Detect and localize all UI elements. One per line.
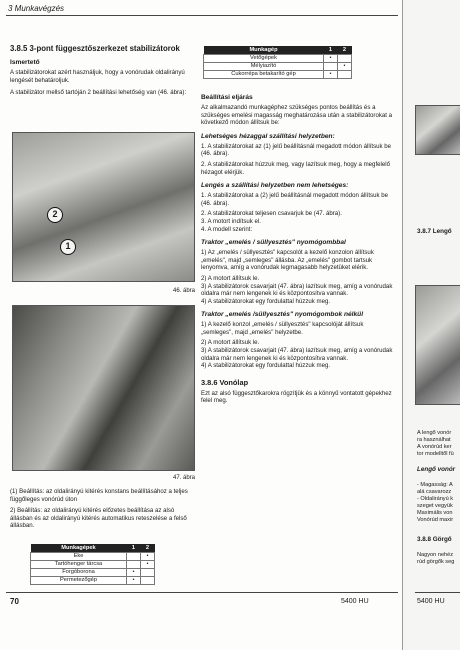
list-item: 1. A stabilizátorokat az (1) jelű beállításnál megadott módon állítsuk be (46. ábra).: [201, 142, 392, 158]
table-row: Permetezőgép •: [31, 576, 155, 584]
table-row: Eke •: [31, 552, 155, 560]
next-page-line: A vonórúd ker: [417, 444, 452, 450]
next-page-line: A lengő vonór: [417, 430, 452, 436]
page-number: 70: [10, 597, 19, 606]
table-header: 1: [324, 46, 338, 54]
paragraph: 2) Beállítás: az oldalirányú kitérés előzetes beállítása az alsó állásban és az oldalirányú kitérés automatikus reteszelése a felső állásban.: [10, 507, 187, 530]
paragraph: A stabilizátor mellső tartóján 2 beállítási lehetőség van (46. ábra):: [10, 89, 187, 97]
figure-46-caption: 46. ábra: [173, 288, 196, 294]
list-item: 2) A motort állítsuk le.: [201, 274, 260, 282]
next-page-line: - Magasság: A: [417, 482, 453, 488]
paragraph: Az alkalmazandó munkagéphez szükséges pontos beállítás és a szükséges emelési magasság meghatározása után a stabilizátorokat a következő módon állítsuk be:: [201, 104, 393, 127]
table-row: Tartóhenger tárcsa •: [31, 560, 155, 568]
paragraph: Ezt az alsó függesztőkarokra rögzítjük és a könnyű vontatott gépekhez felel meg.: [201, 389, 392, 405]
next-page-heading: 3.8.8 Görgő: [417, 536, 452, 543]
heading-without-pushbutton: Traktor „emelés /süllyesztés" nyomógombok nélkül: [201, 311, 364, 319]
next-page-photo-top: [415, 105, 460, 155]
list-item: 3) A stabilizátorok csavarjait (47. ábra) lazítsuk meg, amíg a vonórudak oldalra már nem lengenek ki és központosítva vannak.: [201, 282, 393, 298]
table-row: Forgóborona •: [31, 568, 155, 576]
figure-46-photo: [12, 132, 195, 282]
list-item: 4. A modell szerint:: [201, 225, 253, 233]
list-item: 4) A stabilizátorokat egy fordulattal húzzuk meg.: [201, 362, 331, 370]
next-page-line: Maximális von: [417, 510, 453, 516]
callout-2: 2: [47, 207, 63, 223]
heading-drawbar: 3.8.6 Vonólap: [201, 377, 249, 387]
next-page-photo-middle: [415, 285, 460, 405]
heading-setting-procedure: Beállítási eljárás: [201, 94, 253, 101]
list-item: 2. A stabilizátorokat teljesen csavarjuk be (47. ábra).: [201, 210, 342, 218]
callout-1: 1: [60, 239, 76, 255]
table-header: 1: [127, 544, 141, 552]
table-header: Munkagépek: [31, 544, 127, 552]
next-page-line: alá csavarozz: [417, 489, 452, 495]
list-item: 2. A stabilizátorokat húzzuk meg, vagy lazítsuk meg, hogy a megfelelő hézagot elérjük.: [201, 160, 391, 176]
next-page-line: - Oldalirányú k: [417, 496, 454, 502]
table-header: Munkagép: [204, 46, 324, 54]
list-item: 1) Az „emelés / süllyesztés" kapcsolót a kezelő konzolon állítsuk „emelés", majd „semleges" állásba. Az „emelés" gombot tartsuk lenyomva, amíg a vonórudak legmagasabb helyzetüket elérik.: [201, 249, 374, 272]
next-page-edge: [402, 0, 460, 650]
next-page-heading: Lengő vonór: [417, 466, 456, 473]
left-setting-text: [10, 488, 195, 533]
list-item: 1) A kezelő konzol „emelés / süllyesztés" kapcsolóját állítsuk „semleges", majd „emelés" helyzetbe.: [201, 321, 364, 336]
subsection-title: Ismertető: [10, 59, 40, 66]
table-row: Cukorrépa betakarító gép •: [204, 70, 352, 78]
list-item: 1. A stabilizátorokat a (2) jelű beállításnál megadott módon állítsuk be (46. ábra).: [201, 192, 388, 207]
table-header: 2: [141, 544, 155, 552]
list-item: 2) A motort állítsuk le.: [201, 339, 260, 347]
table-header: 2: [338, 46, 352, 54]
next-page-heading: 3.8.7 Lengő: [417, 228, 452, 235]
next-page-line: Vonórúd maxir: [417, 517, 454, 523]
table-row: Vetőgépek •: [204, 54, 352, 62]
figure-47-photo: [12, 305, 195, 471]
table-row: Mélyiazító •: [204, 62, 352, 70]
next-page-model: 5400 HU: [417, 598, 445, 605]
next-page-line: ra használhat: [417, 437, 451, 443]
list-item: 4) A stabilizátorokat egy fordulattal húzzuk meg.: [201, 297, 331, 305]
section-title: 3.8.5 3-pont függesztőszerkezet stabilizátorok: [10, 44, 180, 53]
paragraph: A stabilizátorokat azért használjuk, hogy a vonórudak oldalirányú lengését behatároljuk.: [10, 69, 185, 84]
list-item: 3) A stabilizátorok csavarjait (47. ábra) lazítsuk meg, amíg a vonórudak oldalra már nem lengenek ki és központosítva vannak.: [201, 347, 393, 362]
next-page-line: tor modelltől fü: [417, 451, 454, 457]
next-page-footer-rule: [415, 592, 460, 593]
chapter-header: 3 Munkavégzés: [8, 4, 65, 13]
heading-gap-transport: Lehetséges hézaggal szállítási helyzetben:: [201, 132, 335, 140]
list-item: 3. A motort indítsuk el.: [201, 217, 261, 225]
next-page-line: szeget vegyük: [417, 503, 453, 509]
paragraph: (1) Beállítás: az oldalirányú kitérés konstans beállításához a teljes függőleges vonórúd úton: [10, 488, 188, 503]
heading-with-pushbutton: Traktor „emelés / süllyesztés" nyomógombbal: [201, 239, 346, 247]
figure-47-caption: 47. ábra: [173, 475, 196, 481]
next-page-line: rúd görgők seg: [417, 559, 455, 565]
implements-table-left: [30, 544, 155, 585]
right-column: [201, 88, 393, 408]
next-page-line: Nagyon nehéz: [417, 552, 454, 558]
implements-table-right: [203, 46, 352, 79]
footer-rule: [6, 592, 398, 593]
left-column: [10, 44, 195, 100]
header-rule: [6, 15, 398, 16]
page-model: 5400 HU: [341, 598, 369, 605]
heading-no-sway: Lengés a szállítási helyzetben nem lehetséges:: [201, 182, 349, 190]
